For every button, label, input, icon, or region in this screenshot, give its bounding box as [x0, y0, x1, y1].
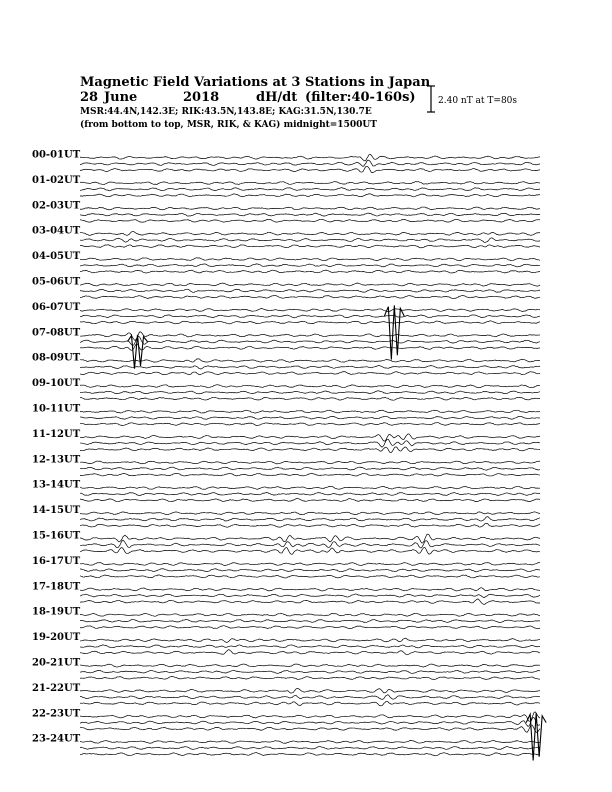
hour-label: 11-12UT [32, 428, 81, 440]
hour-label: 03-04UT [32, 225, 81, 237]
hour-label: 17-18UT [32, 581, 81, 593]
trace-rik [80, 695, 540, 700]
trace-rik [80, 517, 540, 521]
hour-row [32, 683, 540, 706]
hour-row [32, 505, 540, 527]
trace-msr [80, 372, 540, 375]
spike-trace [128, 335, 148, 369]
hour-label: 09-10UT [32, 378, 81, 390]
trace-rik [80, 238, 540, 243]
hour-rows [32, 150, 546, 761]
trace-msr [80, 245, 540, 248]
hour-label: 01-02UT [32, 174, 81, 186]
hour-label: 21-22UT [32, 682, 81, 694]
trace-msr [80, 219, 540, 222]
hour-label: 07-08UT [32, 327, 81, 339]
trace-rik [80, 336, 540, 345]
trace-rik [80, 439, 540, 447]
hour-row [32, 353, 540, 375]
quantity-label: dH/dt [256, 90, 298, 105]
trace-rik [80, 213, 540, 216]
trace-rik [80, 718, 540, 727]
trace-kag [80, 689, 540, 694]
trace-rik [80, 540, 540, 548]
trace-rik [80, 188, 540, 191]
hour-row [32, 607, 540, 629]
date-day: 28 [80, 90, 99, 105]
trace-kag [80, 410, 540, 413]
hour-label: 06-07UT [32, 301, 81, 313]
trace-kag [80, 638, 540, 642]
trace-kag [80, 309, 540, 312]
hour-row [32, 734, 540, 756]
trace-msr [80, 701, 540, 706]
hour-row [32, 302, 540, 324]
trace-kag [80, 563, 540, 566]
trace-msr [80, 753, 540, 756]
hour-row [32, 556, 540, 578]
trace-rik [80, 416, 540, 419]
stations-line: MSR:44.4N,142.3E; RIK:43.5N,143.8E; KAG:31.5N,130.7E [80, 107, 372, 117]
trace-rik [80, 467, 540, 470]
trace-rik [80, 594, 540, 598]
trace-kag [80, 664, 540, 667]
hour-row [32, 251, 540, 273]
hour-label: 18-19UT [32, 606, 81, 618]
trace-msr [80, 676, 540, 679]
trace-kag [80, 258, 540, 261]
trace-kag [80, 181, 540, 184]
hour-label: 19-20UT [32, 632, 81, 644]
trace-rik [80, 315, 540, 318]
hour-label: 00-01UT [32, 149, 81, 161]
hour-label: 22-23UT [32, 708, 81, 720]
trace-kag [80, 534, 540, 543]
trace-kag [80, 740, 540, 743]
hour-row [32, 327, 540, 350]
trace-msr [80, 473, 540, 476]
trace-rik [80, 493, 540, 496]
hour-label: 10-11UT [32, 403, 81, 415]
trace-kag [80, 613, 540, 616]
scale-label: 2.40 nT at T=80s [438, 96, 518, 106]
hour-label: 08-09UT [32, 352, 81, 364]
trace-kag [80, 332, 540, 341]
hour-row [32, 200, 540, 222]
trace-kag [80, 588, 540, 591]
hour-label: 13-14UT [32, 479, 81, 491]
trace-rik [80, 365, 540, 369]
hour-label: 16-17UT [32, 555, 81, 567]
trace-rik [80, 264, 540, 267]
trace-msr [80, 166, 540, 172]
hour-row [32, 175, 540, 197]
hour-row [32, 404, 540, 426]
hour-label: 20-21UT [32, 657, 81, 669]
trace-msr [80, 397, 540, 400]
trace-msr [80, 725, 540, 733]
hour-row [32, 480, 540, 502]
trace-msr [80, 321, 540, 324]
spike-trace [384, 305, 404, 359]
trace-rik [80, 569, 540, 572]
trace-msr [80, 575, 540, 578]
hour-row [32, 658, 540, 680]
trace-msr [80, 599, 540, 604]
trace-kag [80, 385, 540, 388]
trace-rik [80, 391, 540, 394]
date-year: 2018 [183, 90, 220, 105]
hour-label: 05-06UT [32, 276, 81, 288]
hour-label: 14-15UT [32, 505, 81, 517]
hour-row [32, 150, 540, 173]
trace-msr [80, 194, 540, 197]
trace-msr [80, 423, 540, 426]
order-line: (from bottom to top, MSR, RIK, & KAG) midnight=1500UT [80, 120, 377, 130]
trace-rik [80, 746, 540, 749]
hour-row [32, 632, 540, 655]
trace-msr [80, 270, 540, 273]
trace-msr [80, 447, 540, 453]
trace-kag [80, 154, 540, 161]
hour-label: 23-24UT [32, 733, 81, 745]
trace-kag [80, 512, 540, 515]
trace-kag [80, 434, 540, 441]
hour-row [32, 581, 540, 604]
hour-label: 15-16UT [32, 530, 81, 542]
trace-msr [80, 547, 540, 554]
trace-msr [80, 523, 540, 527]
trace-kag [80, 712, 540, 721]
chart-title: Magnetic Field Variations at 3 Stations in Japan [80, 75, 431, 90]
trace-rik [80, 619, 540, 622]
trace-kag [80, 283, 540, 286]
trace-msr [80, 650, 540, 655]
trace-rik [80, 160, 540, 166]
hour-row [32, 531, 540, 555]
trace-kag [80, 486, 540, 489]
trace-rik [80, 289, 540, 292]
hour-label: 04-05UT [32, 251, 81, 263]
date-month: June [104, 90, 138, 105]
trace-kag [80, 461, 540, 464]
trace-kag [80, 231, 540, 235]
hour-row [32, 708, 540, 732]
trace-msr [80, 344, 540, 350]
filter-label: (filter:40-160s) [305, 90, 416, 105]
trace-rik [80, 670, 540, 673]
hour-row [32, 454, 540, 476]
scale-bar [427, 86, 517, 112]
hour-row [32, 277, 540, 299]
hour-row [32, 378, 540, 400]
trace-msr [80, 626, 540, 629]
hour-label: 02-03UT [32, 200, 81, 212]
hour-label: 12-13UT [32, 454, 81, 466]
hour-row [32, 226, 540, 248]
trace-kag [80, 359, 540, 362]
trace-rik [80, 645, 540, 648]
trace-msr [80, 499, 540, 502]
hour-row [32, 429, 540, 453]
trace-msr [80, 295, 540, 298]
trace-kag [80, 207, 540, 210]
